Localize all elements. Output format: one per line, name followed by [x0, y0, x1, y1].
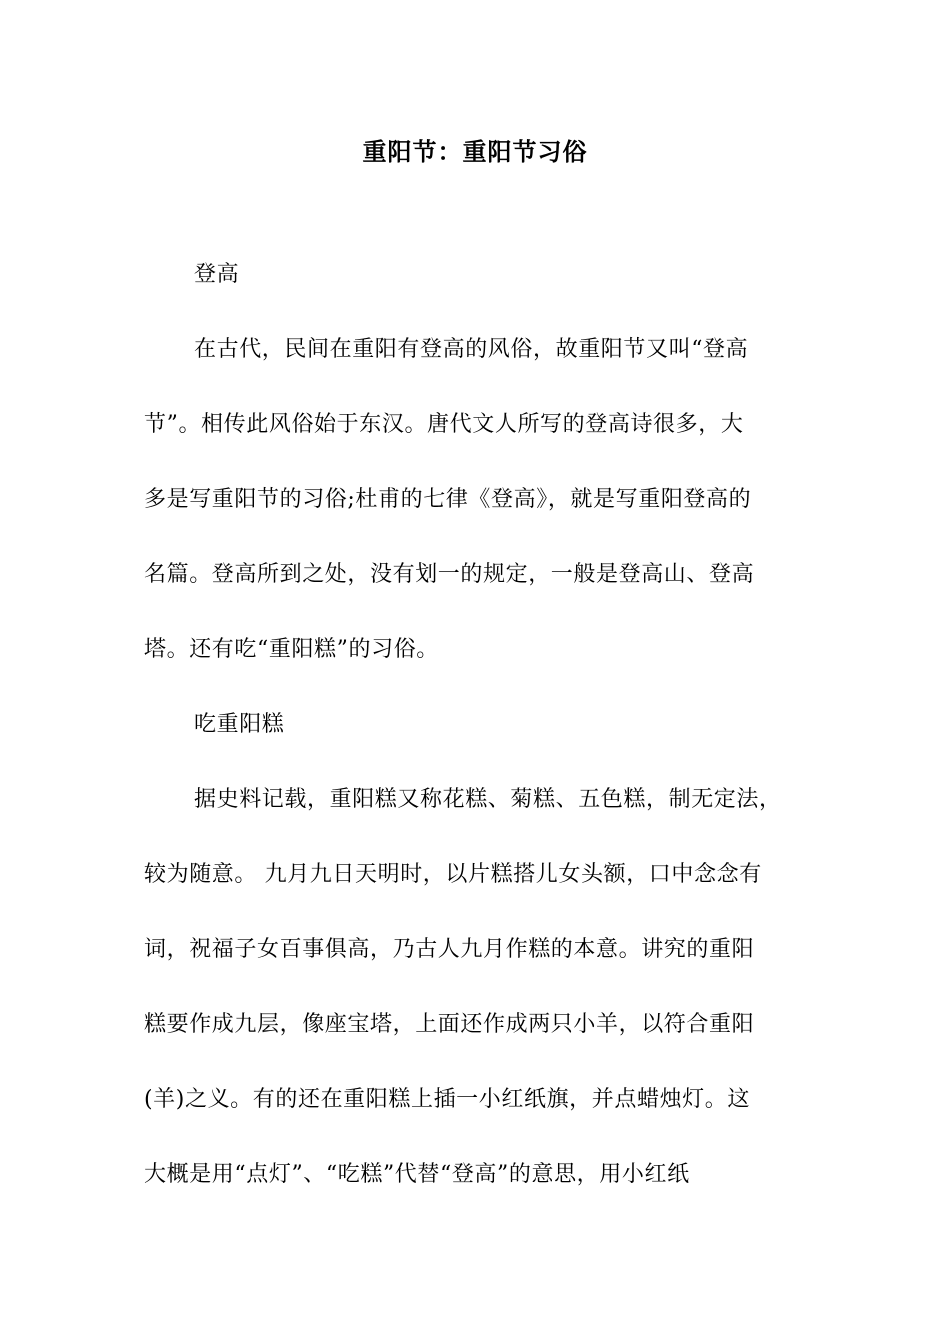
paragraph-line: 较为随意。 九月九日天明时，以片糕搭儿女头额，口中念念有 [144, 862, 762, 887]
paragraph-line: 据史料记载，重阳糕又称花糕、菊糕、五色糕，制无定法， [194, 787, 782, 812]
document-body [144, 237, 819, 1212]
paragraph-line: 节”。相传此风俗始于东汉。唐代文人所写的登高诗很多，大 [144, 412, 744, 437]
paragraph-line: 糕要作成九层，像座宝塔，上面还作成两只小羊，以符合重阳 [144, 1012, 755, 1037]
section-heading-denggao: 登高 [194, 262, 240, 287]
paragraph-line: 名篇。登高所到之处，没有划一的规定，一般是登高山、登高 [144, 562, 755, 587]
paragraph-line: 词，祝福子女百事俱高，乃古人九月作糕的本意。讲究的重阳 [144, 937, 755, 962]
paragraph-line: 塔。还有吃“重阳糕”的习俗。 [144, 637, 439, 662]
section-heading-chongyanggao: 吃重阳糕 [194, 712, 285, 737]
paragraph-line: 多是写重阳节的习俗;杜甫的七律《登高》，就是写重阳登高的 [144, 487, 752, 512]
paragraph-line: (羊)之义。有的还在重阳糕上插一小红纸旗，并点蜡烛灯。这 [144, 1087, 750, 1112]
paragraph-line: 在古代，民间在重阳有登高的风俗，故重阳节又叫“登高 [194, 337, 749, 362]
document-title: 重阳节：重阳节习俗 [362, 137, 588, 166]
paragraph-line: 大概是用“点灯”、“吃糕”代替“登高”的意思，用小红纸 [144, 1162, 690, 1187]
